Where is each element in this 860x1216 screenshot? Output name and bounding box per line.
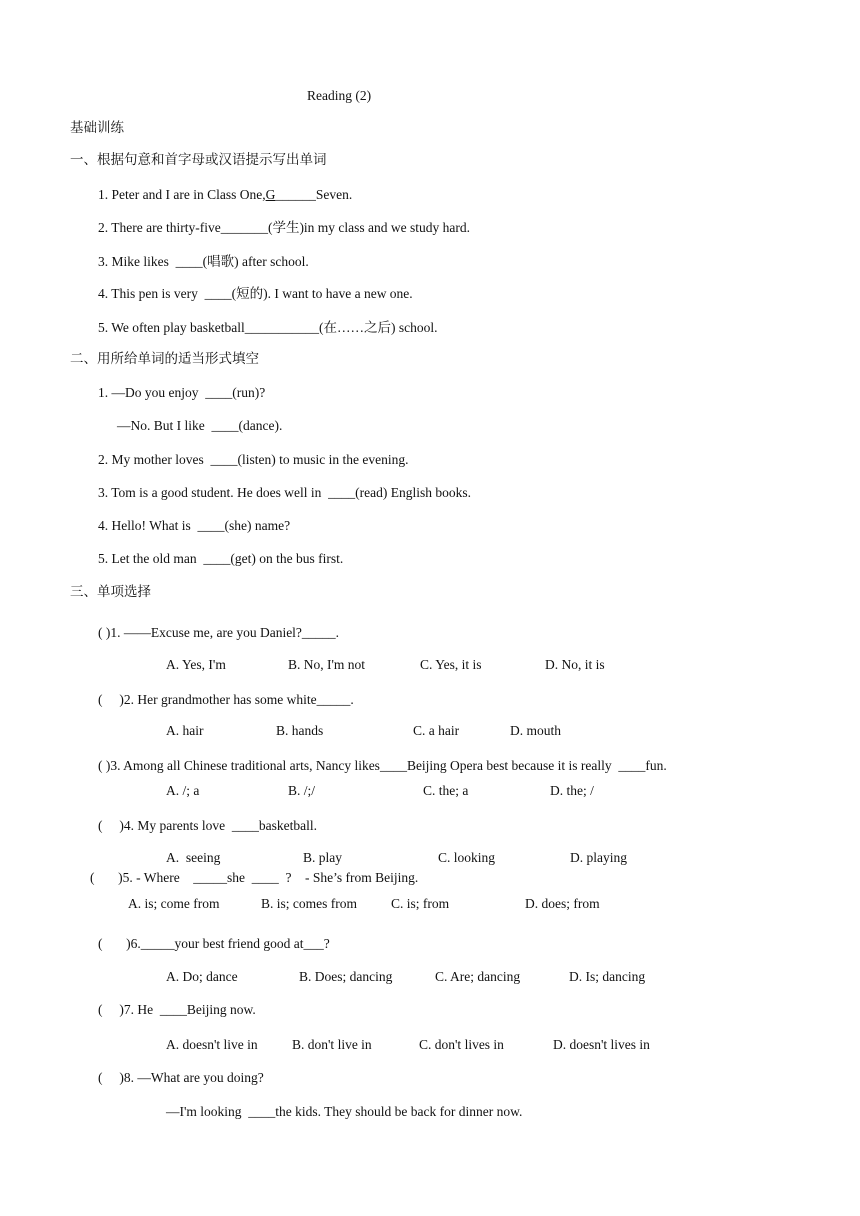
q1-option-b: B. No, I'm not	[288, 657, 366, 672]
q5-stem: ( )5. - Where _____she ____ ? - She’s from Beijing.	[90, 870, 419, 885]
s2-item-1: 1. —Do you enjoy ____(run)?	[98, 385, 266, 400]
q5-option-c: C. is; from	[391, 896, 450, 911]
q7-option-b: B. don't live in	[292, 1037, 372, 1052]
q7-option-d: D. doesn't lives in	[553, 1037, 650, 1052]
q1-option-c: C. Yes, it is	[420, 657, 482, 672]
section1-heading: 一、根据句意和首字母或汉语提示写出单词	[70, 152, 327, 167]
q5-option-d: D. does; from	[525, 896, 600, 911]
section3-heading: 三、单项选择	[70, 584, 151, 599]
q4-option-b: B. play	[303, 850, 342, 865]
s1-item-1	[98, 187, 352, 203]
q7-option-c: C. don't lives in	[419, 1037, 504, 1052]
q6-stem: ( )6._____your best friend good at___?	[98, 936, 330, 951]
q3-stem: ( )3. Among all Chinese traditional arts, Nancy likes____Beijing Opera best because it is really ____fun.	[98, 758, 667, 773]
section2-heading: 二、用所给单词的适当形式填空	[70, 351, 259, 366]
s1-item-1-post: ______Seven.	[275, 187, 353, 202]
q4-option-c: C. looking	[438, 850, 496, 865]
q2-option-d: D. mouth	[510, 723, 562, 738]
q5-option-b: B. is; comes from	[261, 896, 357, 911]
q3-option-a: A. /; a	[166, 783, 200, 798]
q2-option-a: A. hair	[166, 723, 204, 738]
q5-option-a: A. is; come from	[128, 896, 220, 911]
q4-stem: ( )4. My parents love ____basketball.	[98, 818, 317, 833]
q3-option-d: D. the; /	[550, 783, 594, 798]
s2-item-3: 3. Tom is a good student. He does well in ____(read) English books.	[98, 485, 472, 500]
s1-item-1-pre: 1. Peter and I are in Class One,	[98, 187, 266, 202]
q4-option-a: A. seeing	[166, 850, 221, 865]
page-title: Reading (2)	[307, 88, 372, 103]
q2-option-c: C. a hair	[413, 723, 460, 738]
s1-item-1-hint-letter: G	[265, 187, 276, 202]
q8-stem: ( )8. —What are you doing?	[98, 1070, 264, 1085]
s1-item-5: 5. We often play basketball___________(在……之后) school.	[98, 320, 438, 335]
s1-item-3: 3. Mike likes ____(唱歌) after school.	[98, 254, 309, 269]
s2-item-2: 2. My mother loves ____(listen) to music in the evening.	[98, 452, 409, 467]
q1-stem: ( )1. ——Excuse me, are you Daniel?_____.	[98, 625, 340, 640]
s1-item-2: 2. There are thirty-five_______(学生)in my class and we study hard.	[98, 220, 471, 235]
q6-option-d: D. Is; dancing	[569, 969, 646, 984]
q1-option-d: D. No, it is	[545, 657, 605, 672]
q3-option-b: B. /;/	[288, 783, 316, 798]
q3-option-c: C. the; a	[423, 783, 469, 798]
q6-option-c: C. Are; dancing	[435, 969, 521, 984]
q1-option-a: A. Yes, I'm	[166, 657, 226, 672]
q8-reply: —I'm looking ____the kids. They should be back for dinner now.	[166, 1104, 523, 1119]
q2-option-b: B. hands	[276, 723, 324, 738]
q6-option-b: B. Does; dancing	[299, 969, 393, 984]
s2-item-5: 5. Let the old man ____(get) on the bus first.	[98, 551, 344, 566]
section-label: 基础训练	[70, 120, 124, 135]
s2-item-1-reply: —No. But I like ____(dance).	[117, 418, 283, 433]
q2-stem: ( )2. Her grandmother has some white_____.	[98, 692, 354, 707]
s1-item-4: 4. This pen is very ____(短的). I want to have a new one.	[98, 286, 413, 301]
q7-stem: ( )7. He ____Beijing now.	[98, 1002, 256, 1017]
q6-option-a: A. Do; dance	[166, 969, 238, 984]
q4-option-d: D. playing	[570, 850, 627, 865]
q7-option-a: A. doesn't live in	[166, 1037, 258, 1052]
s2-item-4: 4. Hello! What is ____(she) name?	[98, 518, 291, 533]
